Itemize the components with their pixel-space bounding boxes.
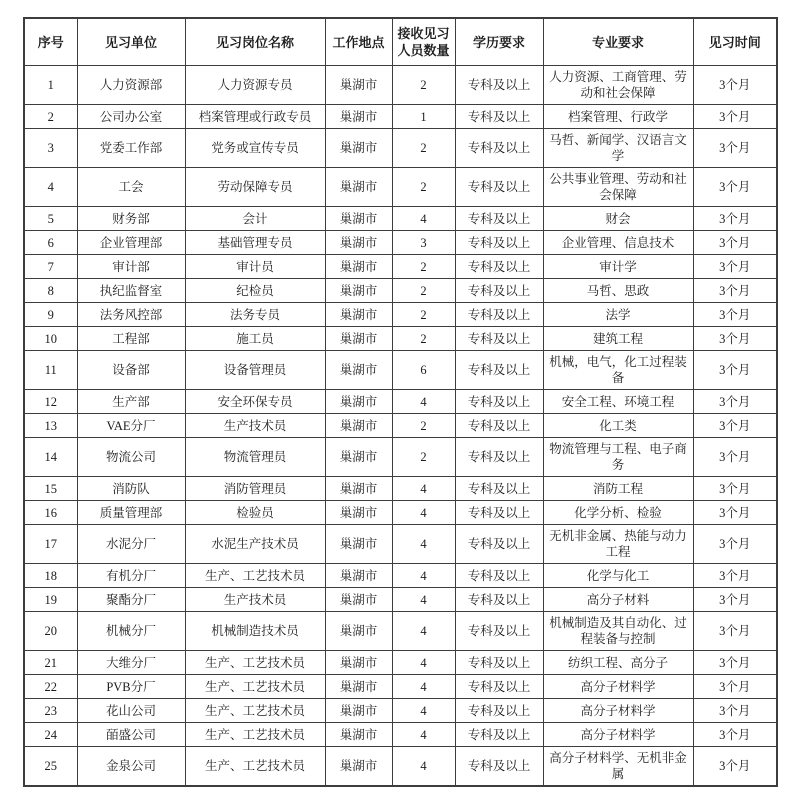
cell-count: 4 xyxy=(392,588,455,612)
cell-unit: 有机分厂 xyxy=(77,564,185,588)
cell-unit: 人力资源部 xyxy=(77,66,185,105)
cell-unit: 财务部 xyxy=(77,207,185,231)
cell-location: 巢湖市 xyxy=(325,303,392,327)
cell-duration: 3个月 xyxy=(693,414,777,438)
cell-education: 专科及以上 xyxy=(455,168,543,207)
cell-unit: 审计部 xyxy=(77,255,185,279)
cell-count: 4 xyxy=(392,651,455,675)
cell-position: 生产、工艺技术员 xyxy=(185,747,325,787)
cell-major: 高分子材料学 xyxy=(543,675,693,699)
cell-position: 生产、工艺技术员 xyxy=(185,651,325,675)
table-row xyxy=(24,231,777,255)
cell-duration: 3个月 xyxy=(693,525,777,564)
cell-major: 审计学 xyxy=(543,255,693,279)
cell-unit: 物流公司 xyxy=(77,438,185,477)
cell-index: 9 xyxy=(24,303,77,327)
cell-index: 12 xyxy=(24,390,77,414)
cell-position: 审计员 xyxy=(185,255,325,279)
cell-position: 水泥生产技术员 xyxy=(185,525,325,564)
table-row xyxy=(24,588,777,612)
cell-location: 巢湖市 xyxy=(325,390,392,414)
cell-major: 物流管理与工程、电子商务 xyxy=(543,438,693,477)
cell-count: 4 xyxy=(392,723,455,747)
cell-unit: 生产部 xyxy=(77,390,185,414)
cell-duration: 3个月 xyxy=(693,390,777,414)
cell-education: 专科及以上 xyxy=(455,723,543,747)
cell-count: 4 xyxy=(392,525,455,564)
cell-count: 4 xyxy=(392,612,455,651)
cell-count: 3 xyxy=(392,231,455,255)
cell-location: 巢湖市 xyxy=(325,612,392,651)
table-row xyxy=(24,129,777,168)
cell-unit: 花山公司 xyxy=(77,699,185,723)
cell-duration: 3个月 xyxy=(693,66,777,105)
header-education: 学历要求 xyxy=(455,18,543,66)
cell-position: 纪检员 xyxy=(185,279,325,303)
cell-index: 8 xyxy=(24,279,77,303)
table-row xyxy=(24,327,777,351)
table-row xyxy=(24,501,777,525)
cell-education: 专科及以上 xyxy=(455,129,543,168)
cell-major: 人力资源、工商管理、劳动和社会保障 xyxy=(543,66,693,105)
cell-education: 专科及以上 xyxy=(455,699,543,723)
cell-education: 专科及以上 xyxy=(455,279,543,303)
cell-location: 巢湖市 xyxy=(325,207,392,231)
cell-location: 巢湖市 xyxy=(325,105,392,129)
header-major: 专业要求 xyxy=(543,18,693,66)
header-row xyxy=(24,18,777,66)
cell-count: 2 xyxy=(392,129,455,168)
cell-education: 专科及以上 xyxy=(455,438,543,477)
cell-index: 22 xyxy=(24,675,77,699)
cell-unit: 水泥分厂 xyxy=(77,525,185,564)
cell-education: 专科及以上 xyxy=(455,675,543,699)
cell-location: 巢湖市 xyxy=(325,588,392,612)
cell-unit: 皕盛公司 xyxy=(77,723,185,747)
cell-location: 巢湖市 xyxy=(325,699,392,723)
cell-index: 14 xyxy=(24,438,77,477)
cell-position: 检验员 xyxy=(185,501,325,525)
cell-index: 19 xyxy=(24,588,77,612)
cell-location: 巢湖市 xyxy=(325,231,392,255)
table-row xyxy=(24,414,777,438)
cell-index: 6 xyxy=(24,231,77,255)
table-row xyxy=(24,651,777,675)
cell-location: 巢湖市 xyxy=(325,414,392,438)
cell-duration: 3个月 xyxy=(693,303,777,327)
cell-major: 企业管理、信息技术 xyxy=(543,231,693,255)
cell-unit: 执纪监督室 xyxy=(77,279,185,303)
table-row xyxy=(24,438,777,477)
header-duration: 见习时间 xyxy=(693,18,777,66)
cell-education: 专科及以上 xyxy=(455,501,543,525)
cell-position: 生产技术员 xyxy=(185,414,325,438)
cell-count: 2 xyxy=(392,327,455,351)
header-count: 接收见习人员数量 xyxy=(392,18,455,66)
cell-position: 生产、工艺技术员 xyxy=(185,699,325,723)
cell-education: 专科及以上 xyxy=(455,747,543,787)
cell-duration: 3个月 xyxy=(693,675,777,699)
cell-position: 党务或宣传专员 xyxy=(185,129,325,168)
header-index: 序号 xyxy=(24,18,77,66)
cell-duration: 3个月 xyxy=(693,699,777,723)
table-row xyxy=(24,699,777,723)
table-row xyxy=(24,525,777,564)
cell-index: 25 xyxy=(24,747,77,787)
cell-duration: 3个月 xyxy=(693,231,777,255)
cell-duration: 3个月 xyxy=(693,168,777,207)
cell-major: 建筑工程 xyxy=(543,327,693,351)
cell-unit: 工会 xyxy=(77,168,185,207)
cell-position: 档案管理或行政专员 xyxy=(185,105,325,129)
table-row xyxy=(24,207,777,231)
cell-education: 专科及以上 xyxy=(455,651,543,675)
cell-index: 11 xyxy=(24,351,77,390)
cell-position: 法务专员 xyxy=(185,303,325,327)
cell-index: 16 xyxy=(24,501,77,525)
cell-index: 7 xyxy=(24,255,77,279)
internship-positions-table xyxy=(23,17,778,787)
cell-position: 消防管理员 xyxy=(185,477,325,501)
cell-major: 机械，电气，化工过程装备 xyxy=(543,351,693,390)
cell-location: 巢湖市 xyxy=(325,747,392,787)
cell-duration: 3个月 xyxy=(693,747,777,787)
header-unit: 见习单位 xyxy=(77,18,185,66)
cell-major: 高分子材料学、无机非金属 xyxy=(543,747,693,787)
cell-count: 2 xyxy=(392,414,455,438)
cell-duration: 3个月 xyxy=(693,438,777,477)
cell-education: 专科及以上 xyxy=(455,588,543,612)
cell-unit: 企业管理部 xyxy=(77,231,185,255)
cell-education: 专科及以上 xyxy=(455,105,543,129)
cell-location: 巢湖市 xyxy=(325,351,392,390)
cell-duration: 3个月 xyxy=(693,351,777,390)
cell-location: 巢湖市 xyxy=(325,477,392,501)
cell-location: 巢湖市 xyxy=(325,279,392,303)
table-row xyxy=(24,255,777,279)
cell-unit: 消防队 xyxy=(77,477,185,501)
cell-position: 基础管理专员 xyxy=(185,231,325,255)
cell-duration: 3个月 xyxy=(693,129,777,168)
cell-index: 10 xyxy=(24,327,77,351)
cell-location: 巢湖市 xyxy=(325,501,392,525)
table-body xyxy=(24,66,777,787)
table-row xyxy=(24,390,777,414)
cell-major: 化学与化工 xyxy=(543,564,693,588)
cell-count: 2 xyxy=(392,438,455,477)
cell-education: 专科及以上 xyxy=(455,327,543,351)
cell-major: 财会 xyxy=(543,207,693,231)
cell-unit: VAE分厂 xyxy=(77,414,185,438)
cell-unit: 设备部 xyxy=(77,351,185,390)
cell-position: 施工员 xyxy=(185,327,325,351)
cell-unit: 党委工作部 xyxy=(77,129,185,168)
cell-major: 档案管理、行政学 xyxy=(543,105,693,129)
cell-count: 4 xyxy=(392,699,455,723)
cell-count: 1 xyxy=(392,105,455,129)
cell-index: 20 xyxy=(24,612,77,651)
cell-major: 化学分析、检验 xyxy=(543,501,693,525)
cell-major: 机械制造及其自动化、过程装备与控制 xyxy=(543,612,693,651)
cell-location: 巢湖市 xyxy=(325,651,392,675)
cell-major: 消防工程 xyxy=(543,477,693,501)
table-row xyxy=(24,564,777,588)
table-row xyxy=(24,168,777,207)
cell-count: 2 xyxy=(392,303,455,327)
cell-index: 17 xyxy=(24,525,77,564)
cell-unit: 法务风控部 xyxy=(77,303,185,327)
cell-duration: 3个月 xyxy=(693,501,777,525)
cell-education: 专科及以上 xyxy=(455,390,543,414)
cell-unit: 机械分厂 xyxy=(77,612,185,651)
cell-major: 马哲、新闻学、汉语言文学 xyxy=(543,129,693,168)
cell-unit: PVB分厂 xyxy=(77,675,185,699)
cell-location: 巢湖市 xyxy=(325,564,392,588)
cell-index: 18 xyxy=(24,564,77,588)
cell-unit: 公司办公室 xyxy=(77,105,185,129)
cell-education: 专科及以上 xyxy=(455,231,543,255)
cell-index: 24 xyxy=(24,723,77,747)
table-row xyxy=(24,351,777,390)
table-row xyxy=(24,105,777,129)
cell-education: 专科及以上 xyxy=(455,207,543,231)
cell-position: 人力资源专员 xyxy=(185,66,325,105)
cell-count: 2 xyxy=(392,66,455,105)
cell-location: 巢湖市 xyxy=(325,675,392,699)
cell-location: 巢湖市 xyxy=(325,723,392,747)
cell-index: 5 xyxy=(24,207,77,231)
cell-count: 4 xyxy=(392,564,455,588)
cell-education: 专科及以上 xyxy=(455,525,543,564)
cell-duration: 3个月 xyxy=(693,255,777,279)
table-row xyxy=(24,612,777,651)
cell-count: 4 xyxy=(392,207,455,231)
cell-education: 专科及以上 xyxy=(455,66,543,105)
table-row xyxy=(24,303,777,327)
cell-count: 2 xyxy=(392,279,455,303)
cell-education: 专科及以上 xyxy=(455,303,543,327)
cell-major: 化工类 xyxy=(543,414,693,438)
cell-location: 巢湖市 xyxy=(325,327,392,351)
cell-index: 13 xyxy=(24,414,77,438)
cell-position: 生产、工艺技术员 xyxy=(185,675,325,699)
cell-location: 巢湖市 xyxy=(325,438,392,477)
cell-location: 巢湖市 xyxy=(325,129,392,168)
cell-index: 3 xyxy=(24,129,77,168)
cell-count: 6 xyxy=(392,351,455,390)
cell-duration: 3个月 xyxy=(693,564,777,588)
cell-duration: 3个月 xyxy=(693,477,777,501)
table-row xyxy=(24,66,777,105)
cell-unit: 工程部 xyxy=(77,327,185,351)
table-row xyxy=(24,675,777,699)
cell-location: 巢湖市 xyxy=(325,168,392,207)
cell-unit: 聚酯分厂 xyxy=(77,588,185,612)
cell-major: 纺织工程、高分子 xyxy=(543,651,693,675)
cell-unit: 金泉公司 xyxy=(77,747,185,787)
cell-position: 会计 xyxy=(185,207,325,231)
cell-index: 15 xyxy=(24,477,77,501)
cell-duration: 3个月 xyxy=(693,207,777,231)
cell-education: 专科及以上 xyxy=(455,351,543,390)
cell-major: 公共事业管理、劳动和社会保障 xyxy=(543,168,693,207)
cell-duration: 3个月 xyxy=(693,723,777,747)
header-position: 见习岗位名称 xyxy=(185,18,325,66)
cell-count: 4 xyxy=(392,501,455,525)
cell-duration: 3个月 xyxy=(693,612,777,651)
cell-location: 巢湖市 xyxy=(325,66,392,105)
cell-education: 专科及以上 xyxy=(455,414,543,438)
cell-duration: 3个月 xyxy=(693,279,777,303)
cell-duration: 3个月 xyxy=(693,327,777,351)
cell-position: 机械制造技术员 xyxy=(185,612,325,651)
cell-duration: 3个月 xyxy=(693,105,777,129)
cell-location: 巢湖市 xyxy=(325,525,392,564)
table-row xyxy=(24,723,777,747)
cell-major: 高分子材料学 xyxy=(543,723,693,747)
cell-index: 23 xyxy=(24,699,77,723)
cell-duration: 3个月 xyxy=(693,588,777,612)
cell-count: 2 xyxy=(392,168,455,207)
cell-position: 物流管理员 xyxy=(185,438,325,477)
cell-unit: 质量管理部 xyxy=(77,501,185,525)
cell-count: 4 xyxy=(392,390,455,414)
cell-education: 专科及以上 xyxy=(455,255,543,279)
cell-index: 4 xyxy=(24,168,77,207)
table-row xyxy=(24,477,777,501)
cell-location: 巢湖市 xyxy=(325,255,392,279)
cell-major: 高分子材料学 xyxy=(543,699,693,723)
table-header xyxy=(24,18,777,66)
cell-major: 法学 xyxy=(543,303,693,327)
cell-count: 2 xyxy=(392,255,455,279)
cell-index: 2 xyxy=(24,105,77,129)
header-location: 工作地点 xyxy=(325,18,392,66)
cell-education: 专科及以上 xyxy=(455,477,543,501)
cell-position: 生产技术员 xyxy=(185,588,325,612)
cell-position: 生产、工艺技术员 xyxy=(185,723,325,747)
cell-index: 1 xyxy=(24,66,77,105)
cell-position: 安全环保专员 xyxy=(185,390,325,414)
cell-position: 生产、工艺技术员 xyxy=(185,564,325,588)
cell-major: 安全工程、环境工程 xyxy=(543,390,693,414)
cell-count: 4 xyxy=(392,675,455,699)
cell-major: 马哲、思政 xyxy=(543,279,693,303)
table-row xyxy=(24,747,777,787)
cell-major: 无机非金属、热能与动力工程 xyxy=(543,525,693,564)
cell-education: 专科及以上 xyxy=(455,612,543,651)
cell-education: 专科及以上 xyxy=(455,564,543,588)
cell-count: 4 xyxy=(392,747,455,787)
cell-index: 21 xyxy=(24,651,77,675)
cell-position: 劳动保障专员 xyxy=(185,168,325,207)
cell-count: 4 xyxy=(392,477,455,501)
cell-position: 设备管理员 xyxy=(185,351,325,390)
table-row xyxy=(24,279,777,303)
cell-duration: 3个月 xyxy=(693,651,777,675)
cell-unit: 大维分厂 xyxy=(77,651,185,675)
cell-major: 高分子材料 xyxy=(543,588,693,612)
